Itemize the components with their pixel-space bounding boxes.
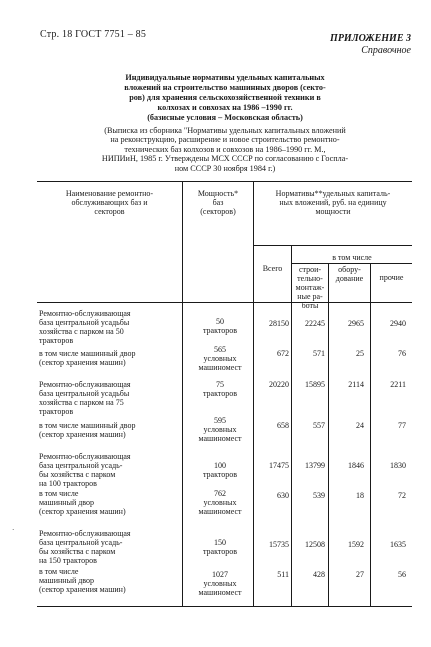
row-name-line: (сектор хранения машин) xyxy=(39,507,126,516)
table-top-rule xyxy=(37,181,412,182)
cell-other: 77 xyxy=(398,421,406,430)
row-name-line: (сектор хранения машин) xyxy=(39,430,126,439)
cell-equipment: 2114 xyxy=(348,380,364,389)
row-capacity xyxy=(182,570,258,597)
header-name-line: обслуживающих баз и xyxy=(71,198,148,207)
row-capacity-line: условных xyxy=(203,579,237,588)
header-equipment-line: дование xyxy=(335,274,364,283)
row-name-line: в том числе xyxy=(39,567,79,576)
header-including: в том числе xyxy=(332,253,372,262)
row-capacity xyxy=(182,489,258,516)
row-name-line: база центральной усадьбы xyxy=(39,318,130,327)
row-name xyxy=(39,309,179,345)
cell-total: 630 xyxy=(277,491,289,500)
rule-including xyxy=(292,263,412,264)
row-capacity-line: условных xyxy=(203,498,237,507)
title-line: Индивидуальные нормативы удельных капитальных xyxy=(125,73,325,82)
row-name xyxy=(39,529,179,565)
row-name-line: Ремонтно-обслуживающая xyxy=(39,309,131,318)
cell-total: 658 xyxy=(277,421,289,430)
header-total: Всего xyxy=(262,264,283,273)
page-reference: Стр. 18 ГОСТ 7751 – 85 xyxy=(40,29,147,40)
note-line: НИПИиН, 1985 г. Утверждены МСХ СССР по согласованию с Госпла- xyxy=(101,154,349,164)
cell-other: 1635 xyxy=(390,540,406,549)
row-name-line: хозяйства с парком на 50 xyxy=(39,327,124,336)
row-name xyxy=(39,489,179,516)
row-name xyxy=(39,421,179,439)
header-construction xyxy=(292,265,328,310)
header-other: прочие xyxy=(379,273,404,282)
header-construction-line: ные ра- xyxy=(297,292,323,301)
header-norms-line: мощности xyxy=(315,207,351,216)
row-capacity-line: 762 xyxy=(214,489,226,498)
row-capacity-line: 100 xyxy=(214,461,226,470)
header-equipment xyxy=(329,265,370,283)
row-name xyxy=(39,567,179,594)
header-norms-line: ных вложений, руб. на единицу xyxy=(279,198,387,207)
source-note xyxy=(60,126,390,173)
col-rule-4 xyxy=(328,263,329,607)
cell-construction: 12508 xyxy=(305,540,325,549)
header-capacity xyxy=(183,189,253,216)
cell-equipment: 27 xyxy=(356,570,364,579)
cell-equipment: 25 xyxy=(356,349,364,358)
row-name-line: (сектор хранения машин) xyxy=(39,358,126,367)
row-name-line: Ремонтно-обслуживающая xyxy=(39,452,131,461)
appendix-type: Справочное xyxy=(361,45,411,56)
cell-total: 15735 xyxy=(269,540,289,549)
row-name-line: бы хозяйства с парком xyxy=(39,470,116,479)
cell-construction: 571 xyxy=(313,349,325,358)
cell-other: 2940 xyxy=(390,319,406,328)
header-norms xyxy=(254,189,412,216)
title-line: колхозах и совхозах на 1986 –1990 гг. xyxy=(157,103,293,112)
cell-other: 1830 xyxy=(390,461,406,470)
header-equipment-line: обору- xyxy=(338,265,361,274)
note-line: ном СССР 30 ноября 1984 г.) xyxy=(174,163,276,173)
cell-equipment: 24 xyxy=(356,421,364,430)
row-capacity-line: 50 xyxy=(216,317,224,326)
row-capacity xyxy=(182,538,258,556)
row-capacity-line: машиномест xyxy=(198,507,242,516)
header-construction-line: тельно- xyxy=(297,274,323,283)
cell-equipment: 18 xyxy=(356,491,364,500)
row-name-line: тракторов xyxy=(39,407,74,416)
appendix-title: ПРИЛОЖЕНИЕ 3 xyxy=(330,33,411,44)
row-capacity xyxy=(182,317,258,335)
row-name-line: база центральной усадьбы xyxy=(39,389,130,398)
cell-other: 2211 xyxy=(390,380,406,389)
header-capacity-line: (секторов) xyxy=(200,207,236,216)
row-name-line: бы хозяйства с парком xyxy=(39,547,116,556)
row-name-line: база центральной усадь- xyxy=(39,461,123,470)
row-name-line: в том числе машинный двор xyxy=(39,421,136,430)
row-name xyxy=(39,452,179,488)
cell-construction: 15895 xyxy=(305,380,325,389)
row-capacity-line: условных xyxy=(203,425,237,434)
note-line: технических баз колхозов и совхозов на 1986–1990 гг. М., xyxy=(124,144,326,154)
row-name-line: Ремонтно-обслуживающая xyxy=(39,529,131,538)
row-capacity-line: тракторов xyxy=(202,547,238,556)
header-capacity-line: баз xyxy=(212,198,224,207)
header-bottom-rule xyxy=(37,302,412,303)
row-capacity xyxy=(182,416,258,443)
table-bottom-rule xyxy=(37,606,412,607)
cell-equipment: 1592 xyxy=(348,540,364,549)
row-capacity xyxy=(182,345,258,372)
col-rule-5 xyxy=(370,263,371,607)
cell-total: 511 xyxy=(277,570,289,579)
header-construction-line: строи- xyxy=(298,265,322,274)
rule-norms xyxy=(253,245,412,246)
row-capacity-line: 150 xyxy=(214,538,226,547)
cell-total: 17475 xyxy=(269,461,289,470)
row-name-line: машинный двор xyxy=(39,498,95,507)
row-name-line: в том числе xyxy=(39,489,79,498)
row-name xyxy=(39,380,179,416)
cell-construction: 557 xyxy=(313,421,325,430)
row-name xyxy=(39,349,179,367)
margin-mark: · xyxy=(12,526,15,534)
row-name-line: хозяйства с парком на 75 xyxy=(39,398,124,407)
row-capacity-line: тракторов xyxy=(202,326,238,335)
note-line: на реконструкцию, расширение и новое строительство ремонтно- xyxy=(110,135,340,145)
document-title xyxy=(60,73,390,123)
title-line: вложений на строительство машинных дворов (секто- xyxy=(124,83,326,92)
header-name xyxy=(37,189,182,216)
cell-total: 28150 xyxy=(269,319,289,328)
row-name-line: Ремонтно-обслуживающая xyxy=(39,380,131,389)
header-construction-line: боты xyxy=(301,301,319,310)
cell-other: 72 xyxy=(398,491,406,500)
row-name-line: (сектор хранения машин) xyxy=(39,585,126,594)
row-capacity-line: 75 xyxy=(216,380,224,389)
cell-other: 76 xyxy=(398,349,406,358)
row-capacity-line: 595 xyxy=(214,416,226,425)
row-name-line: машинный двор xyxy=(39,576,95,585)
cell-total: 20220 xyxy=(269,380,289,389)
row-capacity xyxy=(182,380,258,398)
title-line: (базисные условия – Московская область) xyxy=(147,113,303,122)
title-line: ров) для хранения сельскохозяйственной техники в xyxy=(129,93,321,102)
cell-equipment: 2965 xyxy=(348,319,364,328)
row-capacity-line: тракторов xyxy=(202,470,238,479)
cell-construction: 13799 xyxy=(305,461,325,470)
row-capacity-line: 565 xyxy=(214,345,226,354)
row-capacity-line: машиномест xyxy=(198,363,242,372)
cell-construction: 22245 xyxy=(305,319,325,328)
cell-construction: 428 xyxy=(313,570,325,579)
cell-construction: 539 xyxy=(313,491,325,500)
norms-table xyxy=(37,181,412,607)
header-norms-line: Нормативы**удельных капиталь- xyxy=(275,189,391,198)
row-name-line: в том числе машинный двор xyxy=(39,349,136,358)
header-name-line: секторов xyxy=(94,207,125,216)
note-line: (Выписка из сборника "Нормативы удельных капитальных вложений xyxy=(104,126,346,135)
row-name-line: на 150 тракторов xyxy=(39,556,97,565)
row-capacity xyxy=(182,461,258,479)
cell-other: 56 xyxy=(398,570,406,579)
header-capacity-line: Мощность* xyxy=(197,189,239,198)
appendix-label xyxy=(330,33,411,57)
row-capacity-line: машиномест xyxy=(198,434,242,443)
row-name-line: база центральной усадь- xyxy=(39,538,123,547)
cell-equipment: 1846 xyxy=(348,461,364,470)
row-capacity-line: тракторов xyxy=(202,389,238,398)
header-name-line: Наименование ремонтно- xyxy=(65,189,154,198)
row-name-line: тракторов xyxy=(39,336,74,345)
row-capacity-line: условных xyxy=(203,354,237,363)
cell-total: 672 xyxy=(277,349,289,358)
header-construction-line: монтаж- xyxy=(295,283,325,292)
row-capacity-line: 1027 xyxy=(212,570,228,579)
row-capacity-line: машиномест xyxy=(198,588,242,597)
row-name-line: на 100 тракторов xyxy=(39,479,97,488)
